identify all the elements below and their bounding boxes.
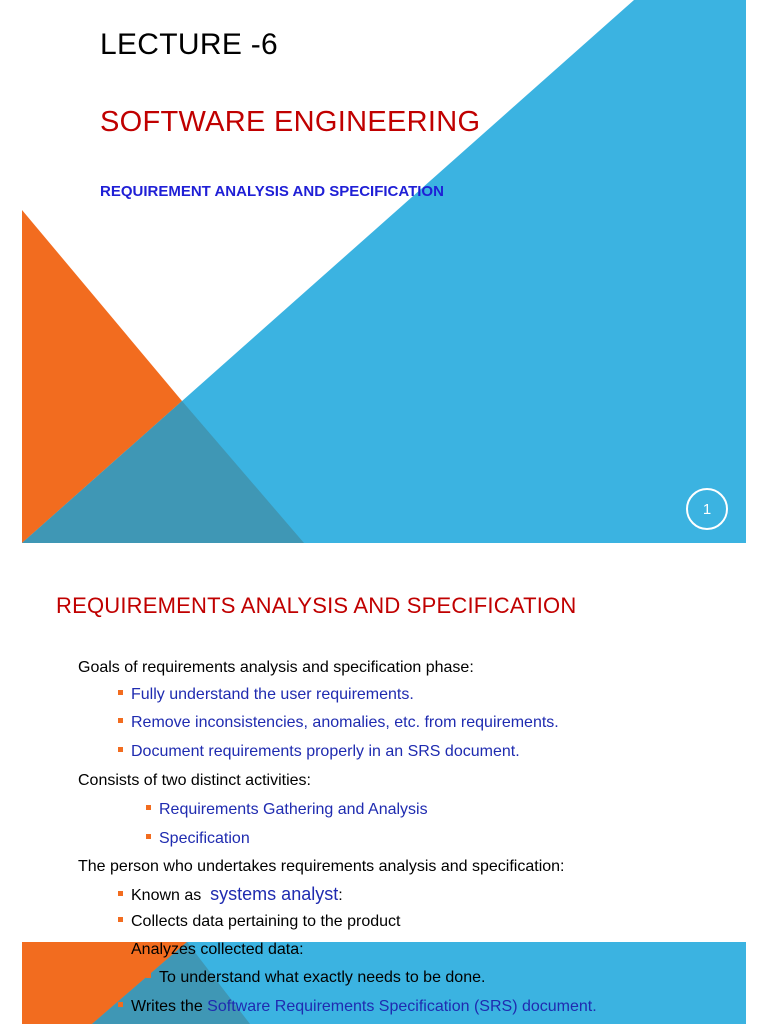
bullet-icon bbox=[118, 718, 123, 723]
collects-item: Collects data pertaining to the product bbox=[118, 913, 401, 931]
goals-heading: Goals of requirements analysis and specification phase: bbox=[78, 659, 474, 676]
goal-item: Document requirements properly in an SRS document. bbox=[118, 743, 520, 761]
person-heading: The person who undertakes requirements analysis and specification: bbox=[78, 858, 565, 875]
title-slide bbox=[22, 0, 746, 543]
activity-item: Specification bbox=[146, 830, 250, 848]
goal-item: Fully understand the user requirements. bbox=[118, 686, 414, 704]
activities-heading: Consists of two distinct activities: bbox=[78, 772, 311, 789]
slide-subtitle: REQUIREMENT ANALYSIS AND SPECIFICATION bbox=[100, 183, 444, 200]
bullet-icon bbox=[118, 747, 123, 752]
bullet-icon bbox=[146, 834, 151, 839]
bullet-icon bbox=[146, 805, 151, 810]
page-number-badge: 1 bbox=[686, 488, 728, 530]
content-slide bbox=[22, 562, 746, 1024]
course-title: SOFTWARE ENGINEERING bbox=[100, 106, 481, 138]
bullet-icon bbox=[118, 1002, 123, 1007]
writes-item: Writes the Software Requirements Specification (SRS) document. bbox=[118, 998, 597, 1016]
bullet-icon bbox=[118, 917, 123, 922]
bullet-icon bbox=[118, 945, 123, 950]
goal-item: Remove inconsistencies, anomalies, etc. from requirements. bbox=[118, 714, 559, 732]
activity-item: Requirements Gathering and Analysis bbox=[146, 801, 428, 819]
analyzes-sub-item: To understand what exactly needs to be done. bbox=[146, 969, 485, 987]
known-as-item: Known as systems analyst: bbox=[118, 884, 343, 905]
bullet-icon bbox=[146, 973, 151, 978]
bullet-icon bbox=[118, 891, 123, 896]
analyzes-item: Analyzes collected data: bbox=[118, 941, 304, 959]
lecture-title: LECTURE -6 bbox=[100, 28, 279, 61]
slide1-background-shapes bbox=[22, 0, 746, 543]
slide-title: REQUIREMENTS ANALYSIS AND SPECIFICATION bbox=[56, 593, 577, 618]
bullet-icon bbox=[118, 690, 123, 695]
